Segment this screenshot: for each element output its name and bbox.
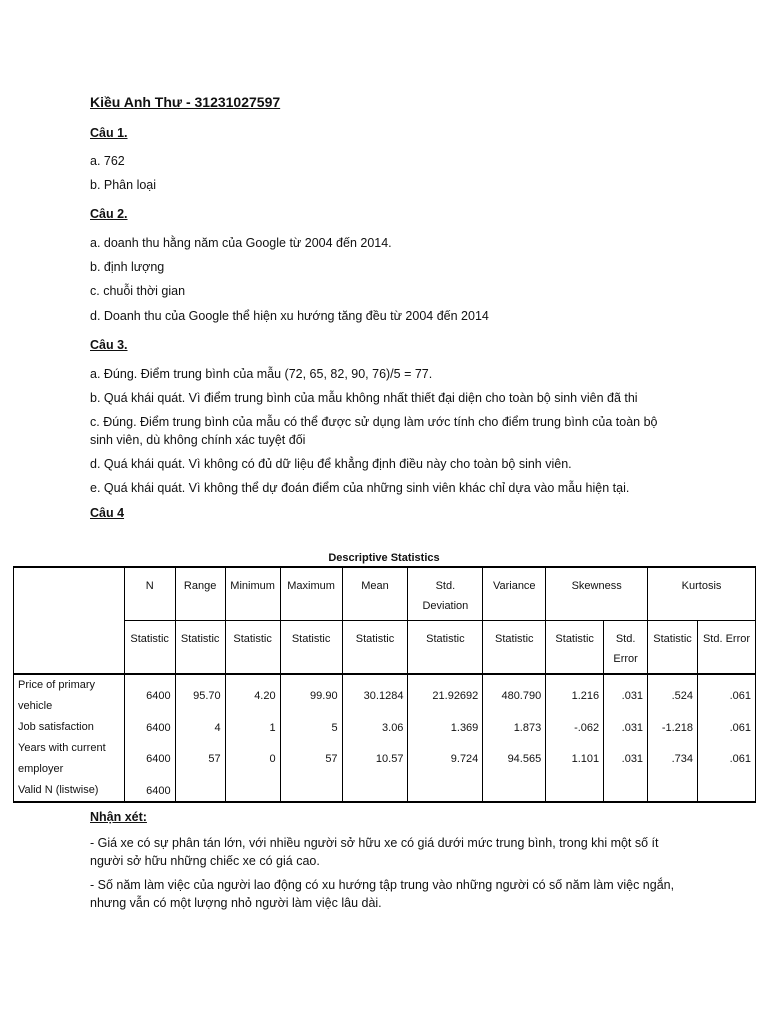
table-cell: 30.1284 [342, 674, 408, 717]
header-minimum: Minimum [225, 567, 280, 621]
header-n: N [124, 567, 175, 621]
row-label: Job satisfaction [14, 717, 125, 738]
header-std-deviation: Std. Deviation [408, 567, 483, 621]
subheader-cell: Std. Error [698, 621, 756, 675]
subheader-cell: Statistic [342, 621, 408, 675]
table-cell: .524 [648, 674, 698, 717]
row-label: Price of primary vehicle [14, 674, 125, 717]
remark-1-line2: người sở hữu những chiếc xe có giá cao. [90, 854, 320, 868]
q3-answer-c-line1: c. Đúng. Điểm trung bình của mẫu có thể được sử dụng làm ước tính cho điểm trung bình của toàn bộ [90, 415, 658, 429]
q3-answer-b: b. Quá khái quát. Vì điểm trung bình của mẫu không nhất thiết đại diện cho toàn bộ sinh viên đã thi [90, 391, 638, 405]
header-mean: Mean [342, 567, 408, 621]
table-cell [225, 780, 280, 802]
header-variance: Variance [483, 567, 546, 621]
table-cell: 94.565 [483, 738, 546, 780]
subheader-cell: Statistic [546, 621, 604, 675]
table-cell: .031 [604, 738, 648, 780]
table-cell: .061 [698, 738, 756, 780]
table-cell: -.062 [546, 717, 604, 738]
table-cell [280, 780, 342, 802]
header-range: Range [175, 567, 225, 621]
table-cell: 1 [225, 717, 280, 738]
q2-answer-a: a. doanh thu hằng năm của Google từ 2004 đến 2014. [90, 236, 392, 250]
table-cell: 1.216 [546, 674, 604, 717]
table-cell: 4.20 [225, 674, 280, 717]
table-cell: 4 [175, 717, 225, 738]
table-cell [604, 780, 648, 802]
table-cell: 10.57 [342, 738, 408, 780]
table-cell: 6400 [124, 717, 175, 738]
row-label: Valid N (listwise) [14, 780, 125, 802]
remark-2-line1: - Số năm làm việc của người lao động có xu hướng tập trung vào những người có số năm làm việc ngắn, [90, 878, 675, 892]
table-cell: 21.92692 [408, 674, 483, 717]
header-maximum: Maximum [280, 567, 342, 621]
q3-answer-c-line2: sinh viên, dù không chính xác tuyệt đối [90, 433, 306, 447]
q3-answer-a: a. Đúng. Điểm trung bình của mẫu (72, 65, 82, 90, 76)/5 = 77. [90, 367, 433, 381]
table-subheader-row [14, 621, 756, 675]
subheader-cell: Statistic [483, 621, 546, 675]
table-cell [648, 780, 698, 802]
subheader-cell: Statistic [648, 621, 698, 675]
table-cell: 6400 [124, 674, 175, 717]
table-cell: .031 [604, 674, 648, 717]
question-1-heading: Câu 1. [90, 126, 128, 140]
subheader-cell: Statistic [408, 621, 483, 675]
table-caption: Descriptive Statistics [328, 552, 440, 564]
table-cell: 99.90 [280, 674, 342, 717]
subheader-cell: Std. Error [604, 621, 648, 675]
table-cell: 1.369 [408, 717, 483, 738]
question-4-heading: Câu 4 [90, 506, 125, 520]
table-cell [546, 780, 604, 802]
table-cell [408, 780, 483, 802]
table-row [14, 738, 756, 780]
table-cell: 9.724 [408, 738, 483, 780]
question-3-heading: Câu 3. [90, 338, 128, 352]
header-skewness: Skewness [546, 567, 648, 621]
table-header-row [14, 567, 756, 621]
remarks-heading: Nhận xét: [90, 810, 147, 824]
table-cell: 1.873 [483, 717, 546, 738]
q3-answer-d: d. Quá khái quát. Vì không có đủ dữ liệu để khẳng định điều này cho toàn bộ sinh viên. [90, 457, 572, 471]
subheader-cell: Statistic [124, 621, 175, 675]
table-cell: .061 [698, 717, 756, 738]
q2-answer-c: c. chuỗi thời gian [90, 284, 186, 298]
table-cell: 3.06 [342, 717, 408, 738]
table-cell: .031 [604, 717, 648, 738]
q3-answer-e: e. Quá khái quát. Vì không thể dự đoán điểm của những sinh viên khác chỉ dựa vào mẫu hiện tại. [90, 481, 630, 495]
table-row [14, 717, 756, 738]
table-cell [175, 780, 225, 802]
remark-1-line1: - Giá xe có sự phân tán lớn, với nhiều người sở hữu xe có giá dưới mức trung bình, trong khi một số ít [90, 836, 659, 850]
q1-answer-b: b. Phân loại [90, 178, 157, 192]
remark-2-line2: nhưng vẫn có một lượng nhỏ người làm việc lâu dài. [90, 896, 382, 910]
table-corner-cell-lower [14, 621, 125, 675]
table-cell: 95.70 [175, 674, 225, 717]
table-corner-cell [14, 567, 125, 621]
table-row [14, 674, 756, 717]
table-cell: 6400 [124, 780, 175, 802]
header-kurtosis: Kurtosis [648, 567, 756, 621]
document-title: Kiều Anh Thư - 31231027597 [90, 94, 281, 110]
question-2-heading: Câu 2. [90, 207, 128, 221]
table-cell: .061 [698, 674, 756, 717]
table-cell: 480.790 [483, 674, 546, 717]
q2-answer-b: b. định lượng [90, 260, 165, 274]
table-cell [698, 780, 756, 802]
table-cell: 5 [280, 717, 342, 738]
table-cell: -1.218 [648, 717, 698, 738]
q1-answer-a: a. 762 [90, 154, 125, 168]
table-cell: .734 [648, 738, 698, 780]
table-cell: 6400 [124, 738, 175, 780]
table-cell [342, 780, 408, 802]
table-cell: 0 [225, 738, 280, 780]
table-cell [483, 780, 546, 802]
row-label: Years with current employer [14, 738, 125, 780]
table-cell: 57 [175, 738, 225, 780]
table-row [14, 780, 756, 802]
table-cell: 57 [280, 738, 342, 780]
table-cell: 1.101 [546, 738, 604, 780]
subheader-cell: Statistic [175, 621, 225, 675]
subheader-cell: Statistic [225, 621, 280, 675]
q2-answer-d: d. Doanh thu của Google thể hiện xu hướng tăng đều từ 2004 đến 2014 [90, 309, 489, 323]
descriptive-statistics-table [13, 566, 756, 803]
subheader-cell: Statistic [280, 621, 342, 675]
